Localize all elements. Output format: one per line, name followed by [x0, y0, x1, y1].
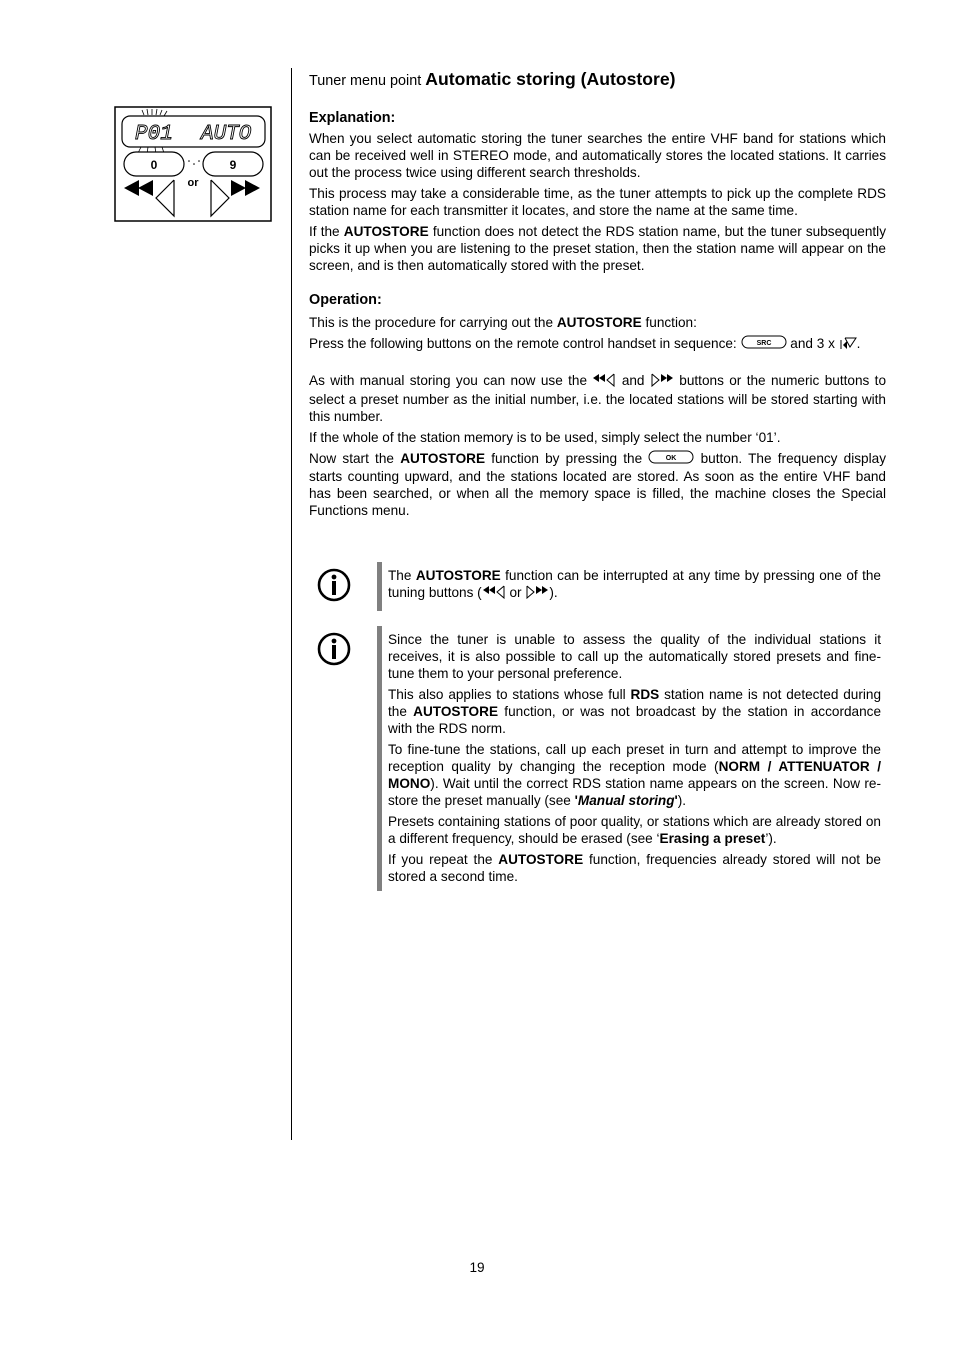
- operation-p1: This is the procedure for carrying out the AUTOSTORE function:: [309, 315, 697, 330]
- note-2-p5: If you repeat the AUTOSTORE function, frequencies already stored will not be stored a second time.: [388, 852, 881, 884]
- note-2-p2: This also applies to stations whose full RDS station name is not detected during the AUTOSTORE function, or was not broadcast by the station in accordance with the RDS norm.: [388, 687, 882, 736]
- rewind-icon: [592, 373, 616, 391]
- explanation-p1: When you select automatic storing the tuner searches the entire VHF band for stations which can be received well in STEREO mode, and automatically stores the located stations. It carries out the process twice using different search thresholds.: [309, 131, 886, 180]
- main-content: [309, 68, 886, 519]
- rewind-icon: [482, 585, 506, 603]
- explanation-p2: This process may take a considerable time, as the tuner attempts to pick up the complete RDS station name for each transmitter it locates, and store the name at the same time.: [309, 186, 886, 218]
- src-button-icon: [741, 335, 787, 353]
- info-icon: [317, 632, 351, 666]
- note-1-text: The AUTOSTORE function can be interrupted at any time by pressing one of the tuning buttons ( or ).: [377, 562, 881, 611]
- down-arrow-icon: [839, 336, 857, 354]
- fast-forward-icon: [650, 373, 674, 391]
- display-right-text: AUTO: [201, 123, 252, 146]
- explanation-heading: Explanation:: [309, 110, 396, 126]
- title-main: Automatic storing (Autostore): [425, 69, 676, 89]
- display-panel: [114, 106, 272, 222]
- operation-heading: Operation:: [309, 292, 382, 308]
- fast-forward-icon: [525, 585, 549, 603]
- operation-p4: If the whole of the station memory is to be used, simply select the number ‘01’.: [309, 430, 781, 445]
- column-divider: [291, 68, 292, 1140]
- note-2-p1: Since the tuner is unable to assess the quality of the individual stations it receives, it is also possible to call up the automatically stored presets and fine-tune them to your personal preference.: [388, 632, 881, 681]
- svg-text:SRC: SRC: [756, 340, 771, 348]
- explanation-p3: If the AUTOSTORE function does not detect the RDS station name, but the tuner subsequently picks it up when you are listening to the preset station, then the station name will appear on the screen, and is then automatically stored with the preset.: [309, 224, 886, 273]
- display-left-text: P01: [135, 123, 173, 146]
- display-illustration: [114, 106, 272, 222]
- title-prefix: Tuner menu point: [309, 73, 422, 89]
- note-2-p4: Presets containing stations of poor quality, or stations which are already stored on a different frequency, should be erased (see ‘Erasing a preset’).: [388, 814, 881, 846]
- button-9-label: 9: [229, 158, 237, 172]
- or-label: or: [187, 177, 199, 189]
- operation-p3: As with manual storing you can now use the and buttons or the numeric buttons to select a preset number as the initial number, i.e. the located stations will be stored starting with this number.: [309, 373, 887, 424]
- svg-text:OK: OK: [666, 455, 677, 463]
- note-2-p3: To fine-tune the stations, call up each preset in turn and attempt to improve the reception quality by changing the reception mode (NORM / ATTENUATOR / MONO). Wait until the correct RDS station name appears on the screen. Now re-store the preset manually (see 'Manual storing').: [388, 742, 881, 808]
- page-number: 19: [469, 1260, 485, 1275]
- info-icon: [317, 568, 351, 602]
- button-0-label: 0: [150, 158, 158, 172]
- operation-p2: Press the following buttons on the remote control handset in sequence: SRC and 3 x .: [309, 335, 886, 354]
- ok-button-icon: [648, 450, 694, 468]
- page-title: [309, 68, 886, 92]
- operation-p5: Now start the AUTOSTORE function by pressing the OK button. The frequency display starts counting upward, and the stations located are stored. As soon as the entire VHF band has been searched, or when all the memory space is filled, the machine closes the Special Functions menu.: [309, 451, 886, 519]
- note-2-text: [377, 626, 881, 891]
